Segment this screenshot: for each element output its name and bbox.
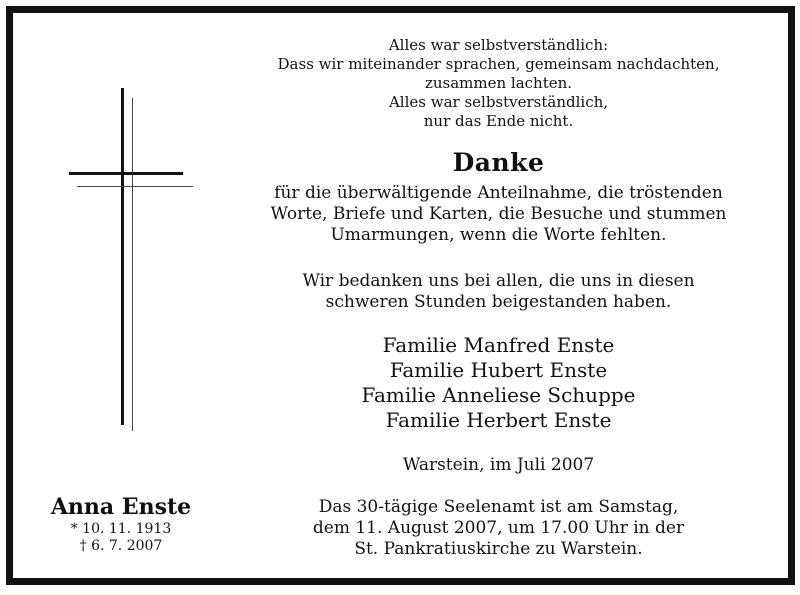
notice-line: Das 30-tägige Seelenamt ist am Samstag, — [318, 497, 679, 517]
deceased-name: Anna Enste — [50, 494, 192, 520]
notice-line: St. Pankratiuskirche zu Warstein. — [354, 539, 643, 559]
place-date: Warstein, im Juli 2007 — [402, 455, 595, 475]
deceased-info — [36, 493, 206, 555]
family-name: Familie Manfred Enste — [382, 333, 615, 357]
cross-vertical-shadow — [132, 98, 133, 431]
family-list — [246, 333, 751, 433]
family-name: Familie Hubert Enste — [389, 358, 608, 382]
heading-danke: Danke — [452, 148, 545, 177]
poem-line: Alles war selbstverständlich: — [388, 36, 609, 54]
poem — [246, 36, 751, 131]
gratitude-paragraph — [246, 271, 751, 313]
thanks-line: Umarmungen, wenn die Worte fehlten. — [330, 225, 667, 245]
gratitude-line: schweren Stunden beigestanden haben. — [325, 292, 672, 312]
cross-horizontal-shadow — [77, 186, 193, 187]
cross-horizontal-bar — [69, 172, 183, 175]
memorial-notice — [246, 497, 751, 560]
thanks-line: Worte, Briefe und Karten, die Besuche und stummen — [270, 204, 727, 224]
thanks-paragraph — [246, 183, 751, 246]
poem-line: Alles war selbstverständlich, — [388, 93, 609, 111]
thanks-line: für die überwältigende Anteilnahme, die tröstenden — [274, 183, 723, 203]
gratitude-line: Wir bedanken uns bei allen, die uns in diesen — [302, 271, 695, 291]
cross-vertical-bar — [121, 88, 124, 425]
cross-icon — [63, 88, 203, 433]
poem-line: zusammen lachten. — [424, 74, 573, 92]
birth-date: * 10. 11. 1913 — [70, 521, 172, 537]
notice-line: dem 11. August 2007, um 17.00 Uhr in der — [312, 518, 685, 538]
poem-line: nur das Ende nicht. — [423, 112, 574, 130]
family-name: Familie Anneliese Schuppe — [361, 383, 636, 407]
death-date: † 6. 7. 2007 — [79, 538, 163, 554]
family-name: Familie Herbert Enste — [385, 408, 612, 432]
poem-line: Dass wir miteinander sprachen, gemeinsam nachdachten, — [277, 55, 720, 73]
